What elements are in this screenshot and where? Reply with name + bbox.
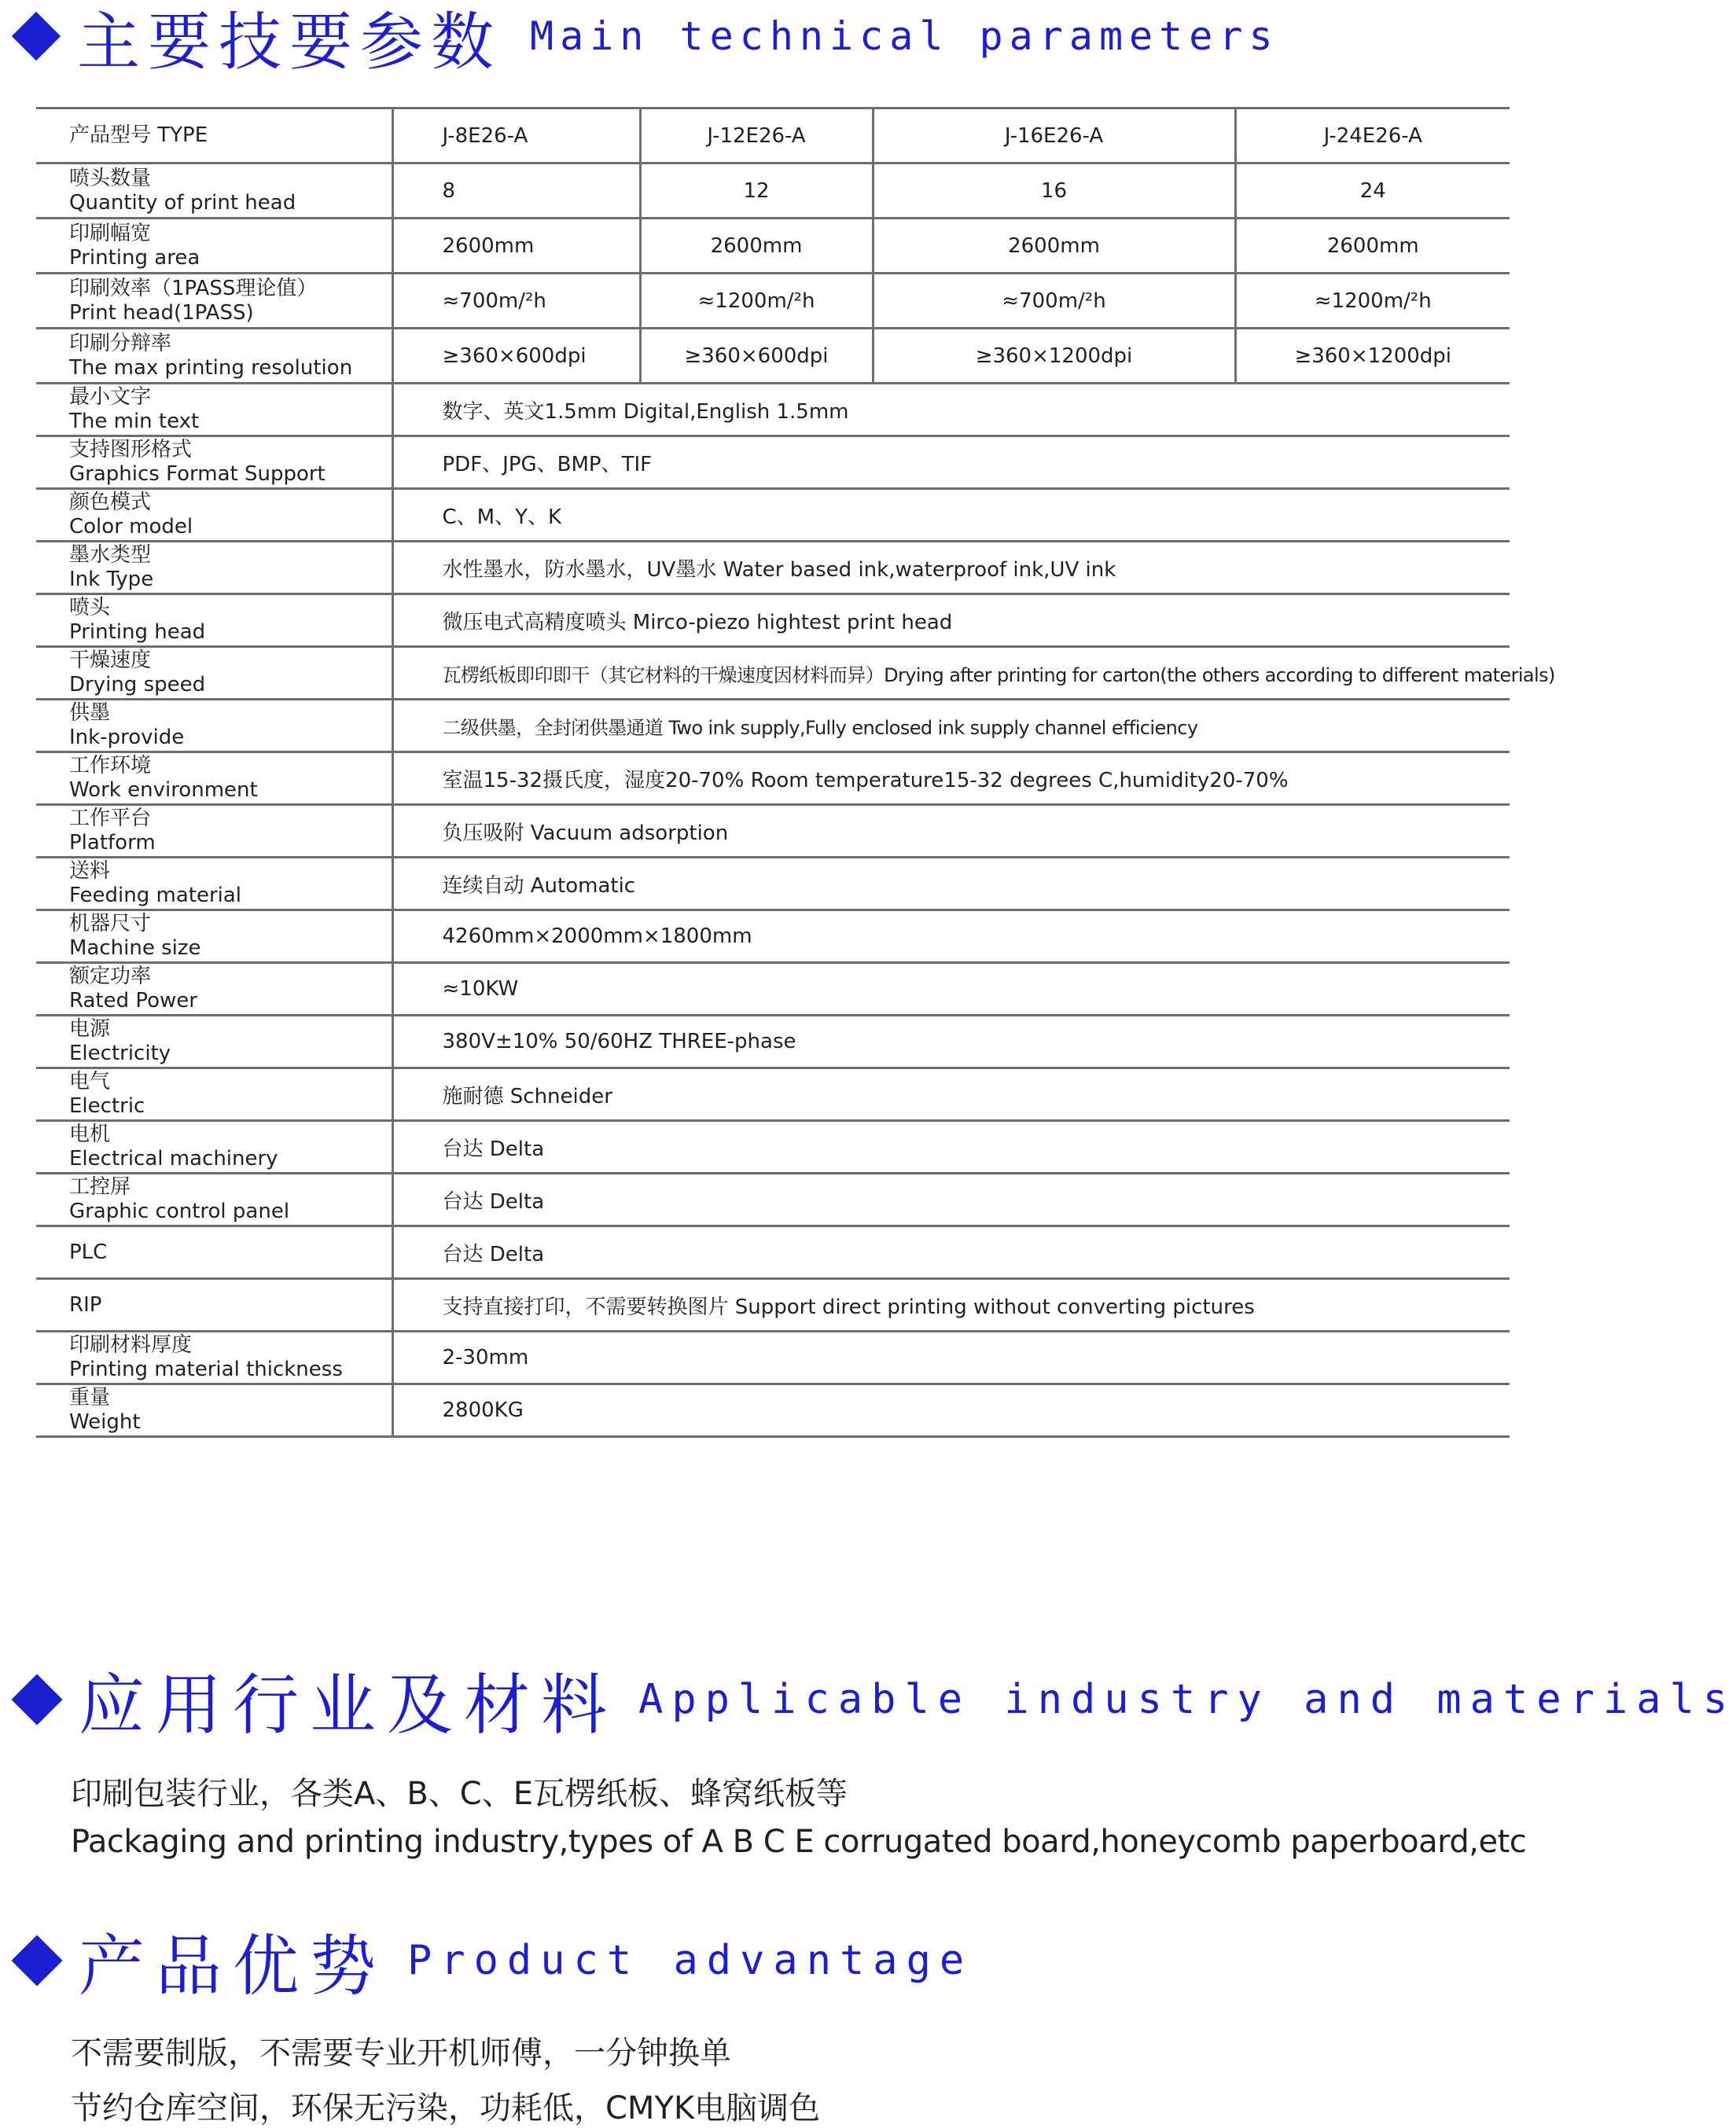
row-label-en: Graphic control panel bbox=[69, 1200, 290, 1223]
row-label bbox=[36, 1332, 392, 1384]
row-label-en: Quantity of print head bbox=[69, 190, 296, 215]
industry-text-zh: 印刷包装行业，各类A、B、C、E瓦楞纸板、蜂窝纸板等 bbox=[71, 1776, 848, 1812]
model-cell: J-24E26-A bbox=[1235, 108, 1510, 164]
value-cell: 台达 Delta bbox=[392, 1226, 1510, 1279]
row-label-zh: 机器尺寸 bbox=[69, 912, 152, 935]
table-row bbox=[36, 700, 1510, 752]
value-cell: 2600mm bbox=[873, 219, 1235, 274]
table-row bbox=[36, 647, 1510, 700]
row-label-en: Print head(1PASS) bbox=[69, 300, 254, 325]
row-label bbox=[36, 1121, 392, 1174]
row-label bbox=[36, 1068, 392, 1121]
table-row bbox=[36, 329, 1510, 384]
type-label bbox=[36, 108, 392, 164]
section-heading-parameters bbox=[8, 0, 1279, 79]
row-label-zh: 额定功率 bbox=[69, 965, 152, 988]
row-label-en: Electrical machinery bbox=[69, 1147, 278, 1171]
row-label bbox=[36, 1226, 392, 1279]
table-row bbox=[36, 489, 1510, 542]
value-cell: 台达 Delta bbox=[392, 1174, 1510, 1226]
row-label bbox=[36, 963, 392, 1016]
value-cell: 16 bbox=[873, 164, 1235, 219]
row-label-zh: 印刷效率（1PASS理论值） bbox=[69, 276, 318, 300]
row-label bbox=[36, 329, 392, 384]
row-label-en: Electric bbox=[69, 1094, 145, 1118]
row-label-zh: 喷头数量 bbox=[69, 166, 152, 190]
table-row bbox=[36, 858, 1510, 910]
table-row bbox=[36, 1279, 1510, 1332]
section-heading-industry bbox=[8, 1660, 1736, 1744]
row-label-en: Weight bbox=[69, 1410, 141, 1434]
row-label bbox=[36, 1279, 392, 1332]
row-label-zh: 喷头 bbox=[69, 596, 111, 619]
value-cell: ≥360×600dpi bbox=[392, 329, 640, 384]
row-label-zh: 印刷幅宽 bbox=[69, 221, 152, 245]
row-label-en: Electricity bbox=[69, 1042, 171, 1065]
table-row bbox=[36, 594, 1510, 647]
row-label bbox=[36, 274, 392, 329]
row-label-zh: PLC bbox=[69, 1240, 108, 1264]
value-cell: ≈700m/²h bbox=[873, 274, 1235, 329]
row-label-zh: 工作环境 bbox=[69, 754, 152, 777]
value-cell: ≥360×600dpi bbox=[640, 329, 873, 384]
table-row bbox=[36, 274, 1510, 329]
value-cell: 瓦楞纸板即印即干（其它材料的干燥速度因材料而异）Drying after printing for carton(the others according to different materials) bbox=[392, 647, 1510, 700]
row-label-en: Color model bbox=[69, 515, 193, 538]
row-label-zh: 电机 bbox=[69, 1123, 111, 1146]
value-cell: 8 bbox=[392, 164, 640, 219]
row-label-zh: 工作平台 bbox=[69, 807, 152, 830]
row-label bbox=[36, 384, 392, 436]
value-cell: ≥360×1200dpi bbox=[873, 329, 1235, 384]
row-label bbox=[36, 219, 392, 274]
row-label-en: Printing material thickness bbox=[69, 1358, 343, 1381]
value-cell: 施耐德 Schneider bbox=[392, 1068, 1510, 1121]
value-cell: 2-30mm bbox=[392, 1332, 1510, 1384]
row-label bbox=[36, 752, 392, 805]
model-cell: J-8E26-A bbox=[392, 108, 640, 164]
section-title-zh: 主要技要参数 bbox=[77, 5, 502, 79]
row-label bbox=[36, 489, 392, 542]
section-title-zh: 产品优势 bbox=[79, 1927, 388, 2005]
row-label-zh: RIP bbox=[69, 1292, 102, 1317]
value-cell: PDF、JPG、BMP、TIF bbox=[392, 436, 1510, 489]
industry-text-en: Packaging and printing industry,types of A B C E corrugated board,honeycomb paperboard,etc bbox=[71, 1824, 1527, 1860]
value-cell: 24 bbox=[1235, 164, 1510, 219]
row-label-en: Work environment bbox=[69, 778, 258, 802]
table-row bbox=[36, 1068, 1510, 1121]
table-row bbox=[36, 1384, 1510, 1437]
row-label-en: Printing head bbox=[69, 620, 206, 644]
row-label-zh: 送料 bbox=[69, 859, 111, 883]
value-cell: 台达 Delta bbox=[392, 1121, 1510, 1174]
table-row bbox=[36, 805, 1510, 858]
section-title-en: Applicable industry and materials bbox=[638, 1676, 1736, 1723]
value-cell: 2600mm bbox=[1235, 219, 1510, 274]
row-label bbox=[36, 858, 392, 910]
value-cell: ≈1200m/²h bbox=[640, 274, 873, 329]
row-label-en: The max printing resolution bbox=[69, 355, 353, 380]
table-row bbox=[36, 219, 1510, 274]
row-label bbox=[36, 1384, 392, 1437]
row-label-zh: 印刷分辩率 bbox=[69, 331, 172, 355]
diamond-bullet-icon bbox=[11, 1935, 62, 1986]
row-label-zh: 支持图形格式 bbox=[69, 438, 193, 461]
value-cell: 2600mm bbox=[392, 219, 640, 274]
table-row bbox=[36, 542, 1510, 594]
row-label-en: Drying speed bbox=[69, 673, 206, 696]
table-row bbox=[36, 1332, 1510, 1384]
table-row bbox=[36, 1174, 1510, 1226]
value-cell: 380V±10% 50/60HZ THREE-phase bbox=[392, 1016, 1510, 1068]
value-cell: 水性墨水，防水墨水，UV墨水 Water based ink,waterproof ink,UV ink bbox=[392, 542, 1510, 594]
table-row bbox=[36, 910, 1510, 963]
value-cell: ≈10KW bbox=[392, 963, 1510, 1016]
value-cell: 2800KG bbox=[392, 1384, 1510, 1437]
row-label bbox=[36, 542, 392, 594]
table-row bbox=[36, 1016, 1510, 1068]
table-row bbox=[36, 164, 1510, 219]
row-label-zh: 工控屏 bbox=[69, 1175, 131, 1199]
row-label-en: Graphics Format Support bbox=[69, 462, 326, 486]
row-label bbox=[36, 1016, 392, 1068]
table-row bbox=[36, 1226, 1510, 1279]
value-cell: 4260mm×2000mm×1800mm bbox=[392, 910, 1510, 963]
table-row bbox=[36, 1121, 1510, 1174]
row-label-zh: 最小文字 bbox=[69, 385, 152, 409]
row-label-zh: 电源 bbox=[69, 1017, 111, 1041]
section-heading-advantage bbox=[8, 1921, 973, 2005]
row-label bbox=[36, 164, 392, 219]
value-cell: ≈700m/²h bbox=[392, 274, 640, 329]
spec-table bbox=[36, 107, 1555, 1438]
row-label-en: Printing area bbox=[69, 245, 200, 270]
value-cell: 12 bbox=[640, 164, 873, 219]
row-label-zh: 重量 bbox=[69, 1386, 111, 1409]
section-title-zh: 应用行业及材料 bbox=[79, 1666, 619, 1744]
table-row bbox=[36, 384, 1510, 436]
row-label-en: Platform bbox=[69, 831, 156, 855]
row-label-zh: 干燥速度 bbox=[69, 649, 152, 672]
table-row bbox=[36, 752, 1510, 805]
row-label-en: Ink Type bbox=[69, 568, 154, 591]
section-title-en: Main technical parameters bbox=[530, 13, 1279, 59]
table-header-row bbox=[36, 108, 1510, 164]
row-label bbox=[36, 805, 392, 858]
type-label-text: 产品型号 TYPE bbox=[69, 123, 208, 147]
value-cell: 支持直接打印，不需要转换图片 Support direct printing without converting pictures bbox=[392, 1279, 1510, 1332]
diamond-bullet-icon bbox=[11, 1674, 62, 1725]
row-label bbox=[36, 700, 392, 752]
row-label-en: Machine size bbox=[69, 936, 201, 960]
value-cell: 微压电式高精度喷头 Mirco-piezo hightest print head bbox=[392, 594, 1510, 647]
section-title-en: Product advantage bbox=[407, 1937, 973, 1984]
value-cell: 数字、英文1.5mm Digital,English 1.5mm bbox=[392, 384, 1510, 436]
row-label-zh: 印刷材料厚度 bbox=[69, 1333, 193, 1357]
table-row bbox=[36, 963, 1510, 1016]
diamond-bullet-icon bbox=[12, 12, 61, 61]
value-cell: C、M、Y、K bbox=[392, 489, 1510, 542]
row-label bbox=[36, 594, 392, 647]
model-cell: J-16E26-A bbox=[873, 108, 1235, 164]
row-label bbox=[36, 1174, 392, 1226]
row-label-en: The min text bbox=[69, 410, 200, 433]
value-cell: 二级供墨，全封闭供墨通道 Two ink supply,Fully enclosed ink supply channel efficiency bbox=[392, 700, 1510, 752]
value-cell: 2600mm bbox=[640, 219, 873, 274]
row-label-zh: 供墨 bbox=[69, 701, 111, 725]
value-cell: 室温15-32摄氏度，湿度20-70% Room temperature15-32 degrees C,humidity20-70% bbox=[392, 752, 1510, 805]
value-cell: ≥360×1200dpi bbox=[1235, 329, 1510, 384]
row-label bbox=[36, 436, 392, 489]
row-label-en: Ink-provide bbox=[69, 726, 185, 749]
row-label-zh: 电气 bbox=[69, 1070, 111, 1093]
value-cell: 负压吸附 Vacuum adsorption bbox=[392, 805, 1510, 858]
value-cell: 连续自动 Automatic bbox=[392, 858, 1510, 910]
row-label-en: Feeding material bbox=[69, 884, 242, 907]
advantage-text-line: 不需要制版，不需要专业开机师傅，一分钟换单 bbox=[71, 2035, 731, 2071]
row-label-zh: 颜色模式 bbox=[69, 491, 152, 514]
model-cell: J-12E26-A bbox=[640, 108, 873, 164]
value-cell: ≈1200m/²h bbox=[1235, 274, 1510, 329]
row-label bbox=[36, 647, 392, 700]
row-label-zh: 墨水类型 bbox=[69, 543, 152, 567]
table-row bbox=[36, 436, 1510, 489]
spec-table-body bbox=[36, 108, 1555, 1437]
row-label bbox=[36, 910, 392, 963]
row-label-en: Rated Power bbox=[69, 989, 197, 1013]
advantage-text-line: 节约仓库空间，环保无污染，功耗低，CMYK电脑调色 bbox=[71, 2090, 821, 2126]
